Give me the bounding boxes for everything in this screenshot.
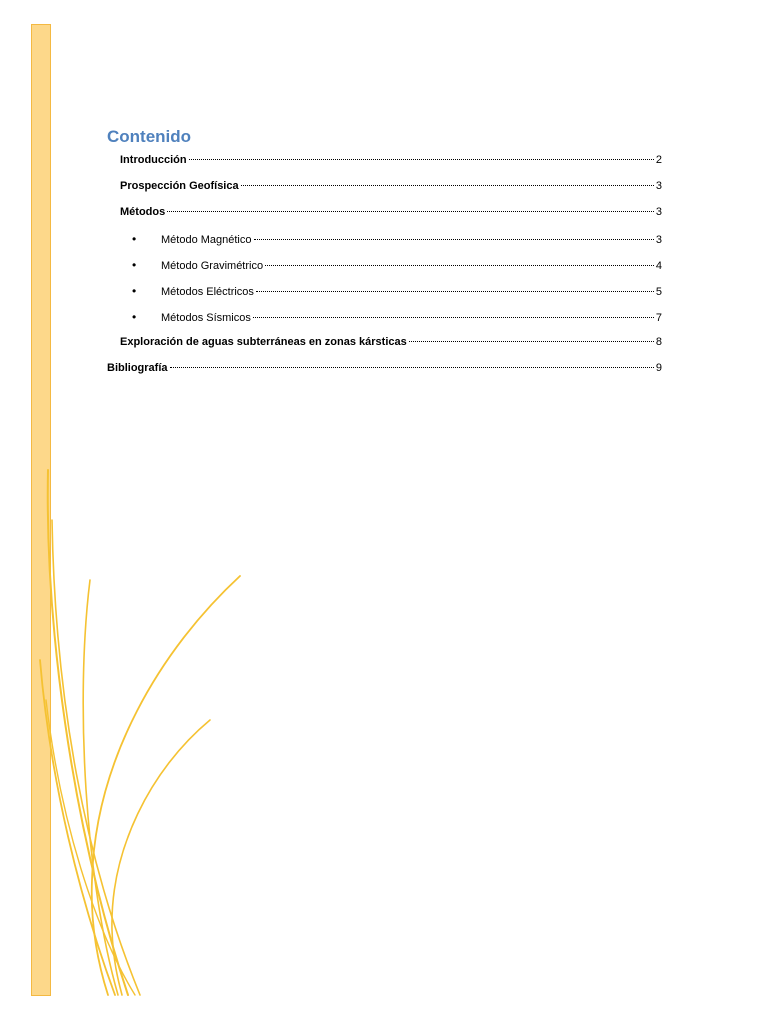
dot-leader: [241, 184, 654, 186]
toc-entry-page-number: 2: [655, 154, 662, 166]
toc-entry-page-number: 3: [655, 234, 662, 246]
toc-entry[interactable]: [107, 284, 662, 310]
dot-leader: [265, 264, 654, 266]
bullet-icon: •: [132, 310, 137, 324]
toc-entries: [107, 154, 662, 388]
toc-entry-text: Métodos Eléctricos: [161, 286, 254, 298]
toc-entry-text: Métodos: [120, 206, 166, 218]
dot-leader: [170, 366, 654, 368]
table-of-contents: [107, 126, 662, 388]
toc-entry-page-number: 3: [655, 180, 662, 192]
toc-entry-page-number: 7: [655, 312, 662, 324]
dot-leader: [254, 238, 654, 240]
dot-leader: [167, 210, 654, 212]
bullet-icon: •: [132, 258, 137, 272]
toc-entry-text: Método Gravimétrico: [161, 260, 264, 272]
dot-leader: [253, 316, 654, 318]
dot-leader: [256, 290, 654, 292]
dot-leader: [189, 158, 654, 160]
toc-entry-text: Exploración de aguas subterráneas en zonas kársticas: [120, 336, 407, 348]
toc-entry-page-number: 8: [655, 336, 662, 348]
toc-entry[interactable]: [107, 232, 662, 258]
toc-entry-page-number: 9: [655, 362, 662, 374]
toc-entry[interactable]: [107, 154, 662, 180]
page-border-strip: [31, 24, 51, 996]
toc-entry-text: Método Magnético: [161, 234, 252, 246]
toc-entry-text: Prospección Geofísica: [120, 180, 239, 192]
toc-entry-page-number: 4: [655, 260, 662, 272]
toc-entry-page-number: 5: [655, 286, 662, 298]
dot-leader: [409, 340, 654, 342]
toc-entry[interactable]: [107, 310, 662, 336]
toc-title: Contenido: [107, 127, 192, 146]
toc-entry[interactable]: [107, 180, 662, 206]
toc-entry[interactable]: [107, 206, 662, 232]
toc-entry-text: Introducción: [120, 154, 187, 166]
toc-entry-text: Métodos Sísmicos: [161, 312, 251, 324]
bullet-icon: •: [132, 284, 137, 298]
bullet-icon: •: [132, 232, 137, 246]
toc-entry[interactable]: [107, 362, 662, 388]
toc-entry-text: Bibliografía: [107, 362, 168, 374]
toc-entry[interactable]: [107, 336, 662, 362]
toc-entry[interactable]: [107, 258, 662, 284]
toc-entry-page-number: 3: [655, 206, 662, 218]
